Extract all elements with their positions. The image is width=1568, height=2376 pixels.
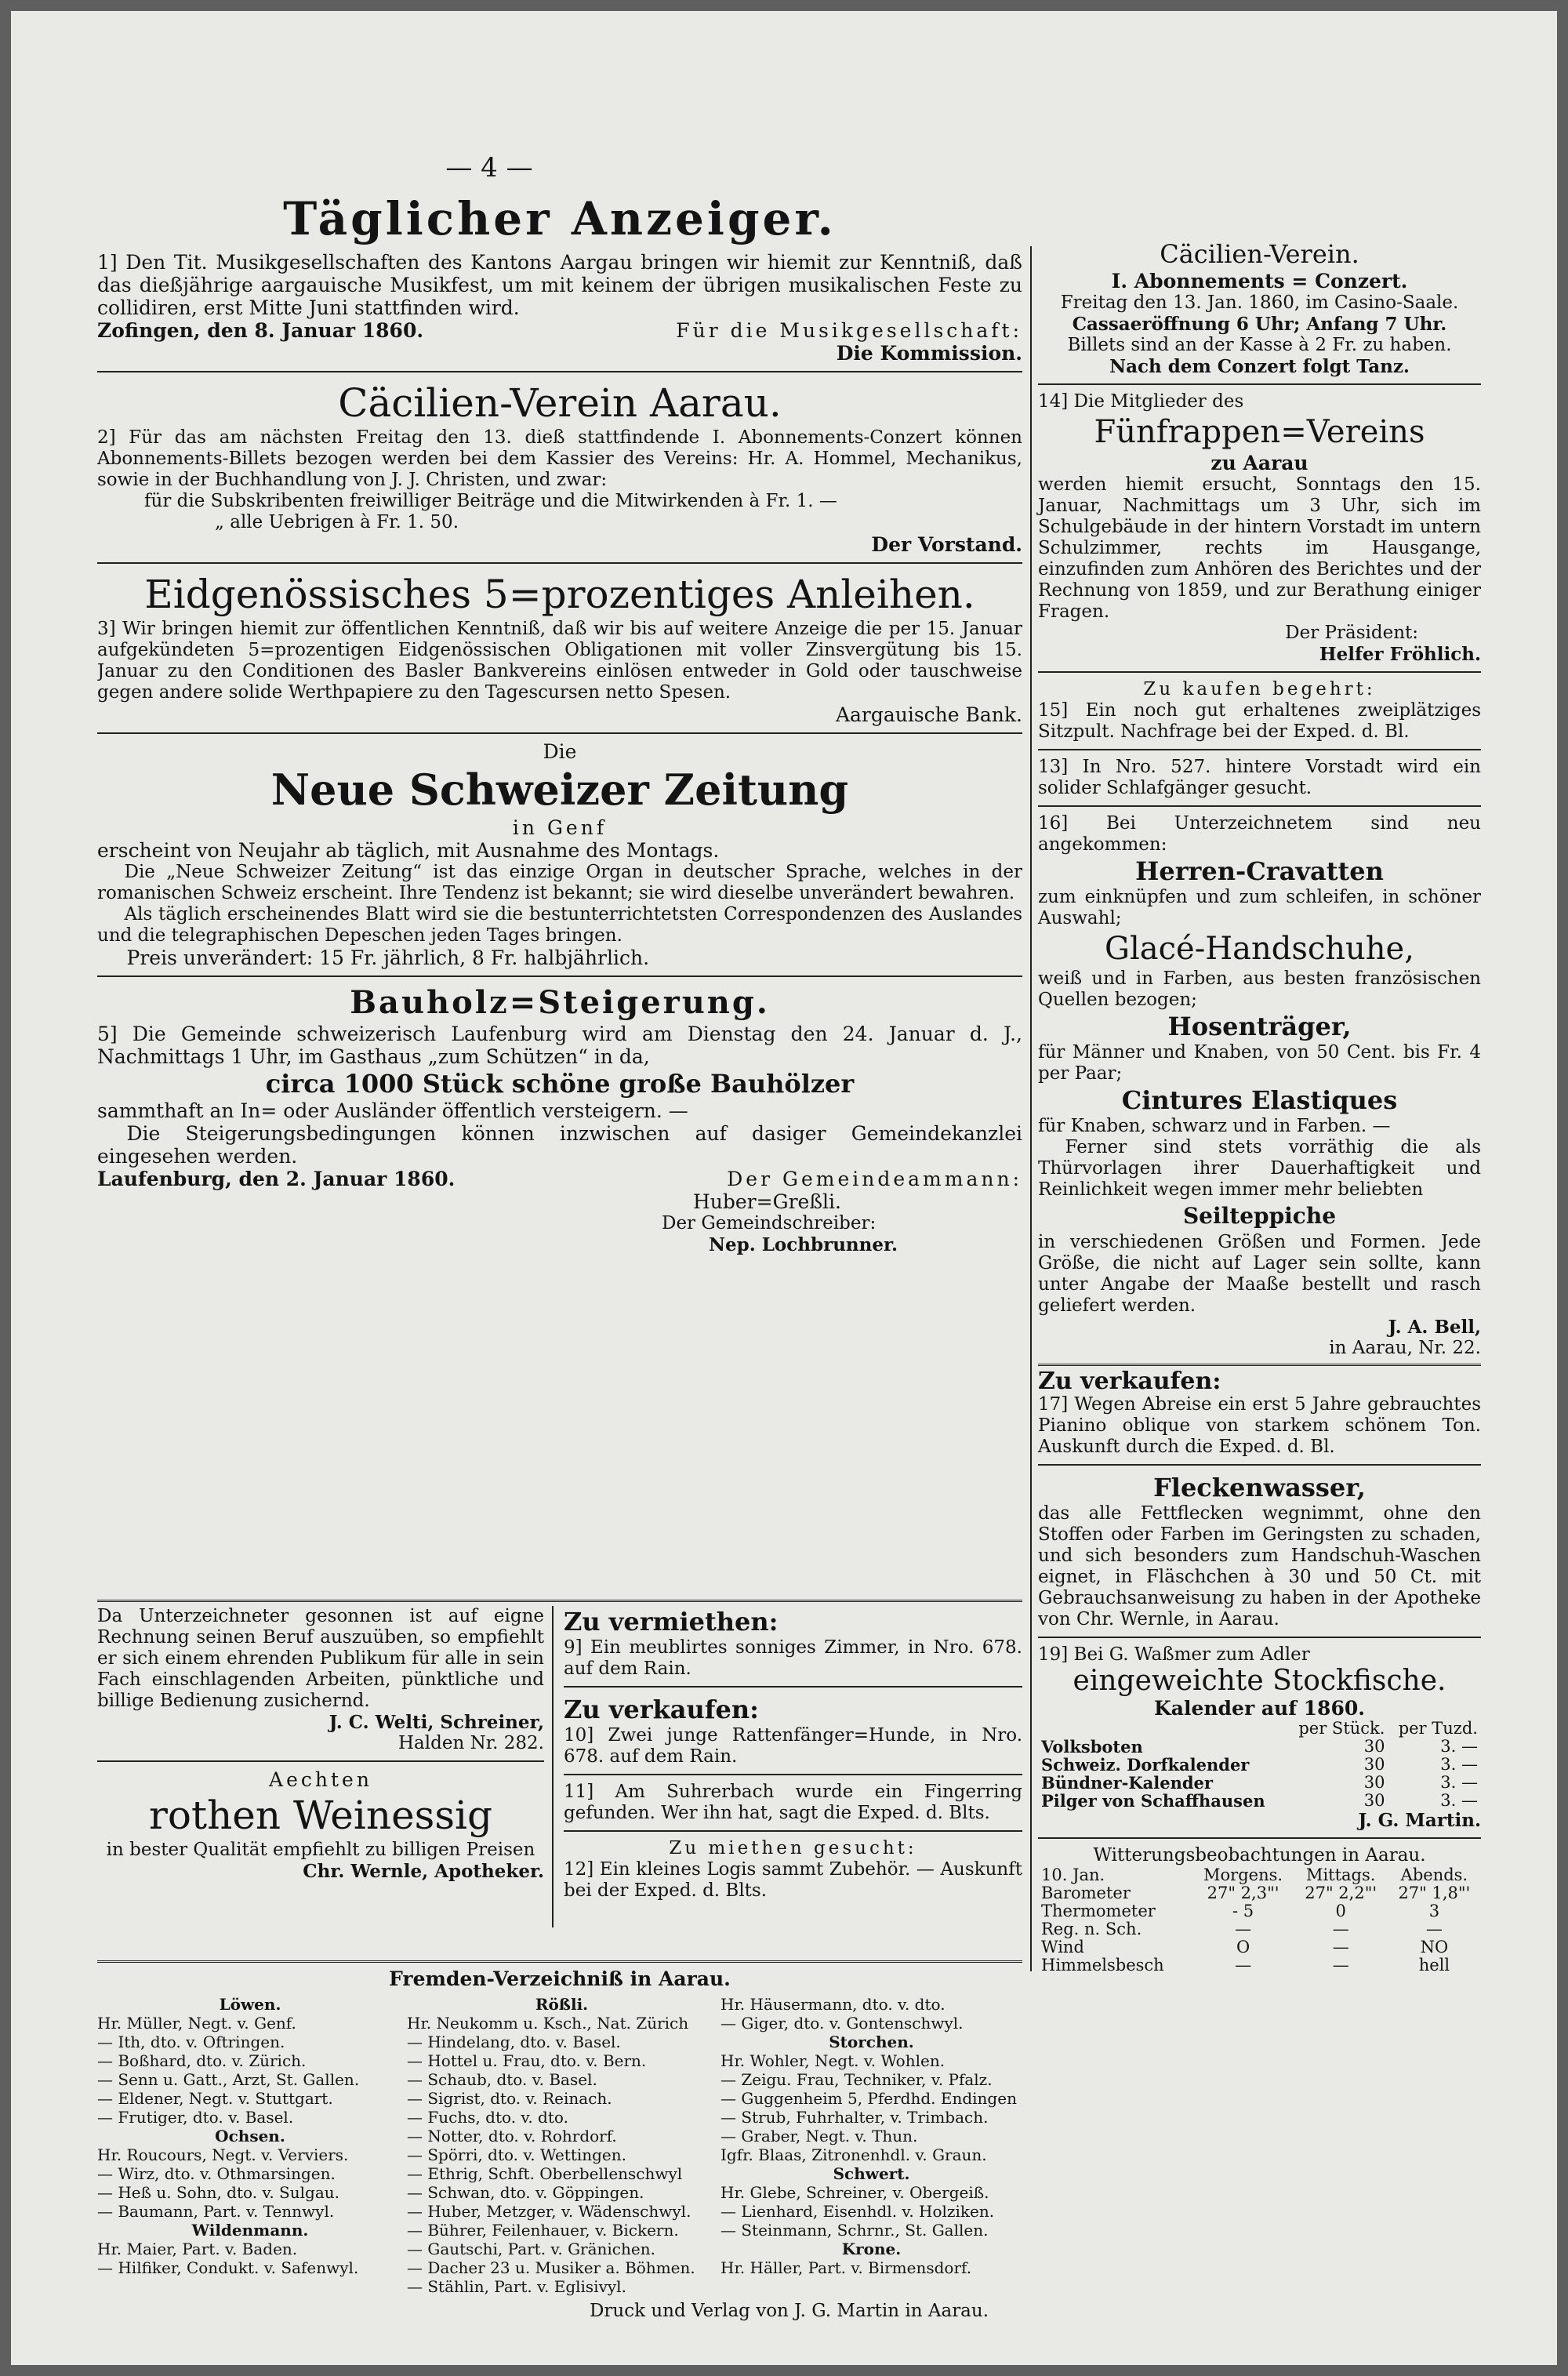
guest-entry: — Huber, Metzger, v. Wädenschwyl. [407, 2202, 691, 2221]
cell: 3 [1428, 1902, 1440, 1920]
ad-text: 2] Für das am nächsten Freitag den 13. dieß stattfindende I. Abonnements-Conzert können Abonnements-Billets bezogen werden bei dem Kassier des Vereins: Hr. A. Hommel, Mechanikus, sowie in der Buchhandlung von J. J. Christen, und zwar: [97, 427, 1022, 490]
ad-address: Halden Nr. 282. [397, 1733, 544, 1753]
cell: - 5 [1232, 1902, 1254, 1920]
ad-piano [1038, 1368, 1481, 1458]
guest-entry: Hr. Maier, Part. v. Baden. [97, 2240, 298, 2258]
cell: — [1235, 1920, 1252, 1938]
cell: Reg. n. Sch. [1041, 1920, 1142, 1938]
guest-entry: Hr. Roucours, Negt. v. Verviers. [97, 2145, 349, 2164]
ad-musikfest [97, 251, 1022, 365]
ad-dance: Nach dem Conzert folgt Tanz. [1109, 356, 1410, 377]
ad-text: für Männer und Knaben, von 50 Cent. bis Fr. 4 per Paar; [1038, 1042, 1481, 1084]
cell: 3. — [1440, 1791, 1478, 1810]
cell: hell [1418, 1956, 1450, 1975]
ad-price: für die Subskribenten freiwilliger Beiträge und die Mitwirkenden à Fr. 1. — [144, 491, 837, 511]
page-content [97, 121, 1481, 2340]
ad-price: Preis unverändert: 15 Fr. jährlich, 8 Fr. halbjährlich. [126, 946, 650, 969]
bottom-ads [97, 1595, 1022, 1956]
ad-text: werden hiemit ersucht, Sonntags den 15. Januar, Nachmittags um 3 Uhr, sich im Schulgebäude in der hintern Vorstadt im untern Schulzimmer, rechts im Hausgange, einzufinden zum Anhören des Berichtes und der Rechnung von 1859, und zur Berathung einiger Fragen. [1038, 474, 1481, 622]
guest-entry: — Schwan, dto. v. Göppingen. [407, 2183, 644, 2202]
ad-text: 17] Wegen Abreise ein erst 5 Jahre gebrauchtes Pianino oblique von starkem schönem Ton. Auskunft durch die Exped. d. Bl. [1038, 1394, 1481, 1457]
guest-entry: — Hottel u. Frau, dto. v. Bern. [407, 2051, 647, 2070]
cell: Volksboten [1041, 1737, 1143, 1757]
guest-entry: — Gautschi, Part. v. Gränichen. [407, 2240, 655, 2258]
guest-entry: Igfr. Blaas, Zitronenhdl. v. Graun. [720, 2145, 987, 2164]
ad-date: Laufenburg, den 2. Januar 1860. [97, 1168, 456, 1190]
ad-heading: eingeweichte Stockfische. [1073, 1665, 1446, 1697]
ad-sub: I. Abonnements = Conzert. [1111, 270, 1408, 292]
ad-address: in Aarau, Nr. 22. [1329, 1338, 1481, 1358]
table-row [1038, 1866, 1481, 1884]
ad-text: 15] Ein noch gut erhaltenes zweiplätziges Sitzpult. Nachfrage bei der Exped. d. Bl. [1038, 700, 1481, 742]
ad-heading: Zu miethen gesucht: [669, 1838, 917, 1858]
guest-entry: Hr. Glebe, Schreiner, v. Obergeiß. [720, 2183, 989, 2202]
guest-list-title: Fremden-Verzeichniß in Aarau. [389, 1967, 731, 1990]
ad-text: Ferner sind stets vorräthig die als Thürvorlagen ihrer Dauerhaftigkeit und Reinlichkeit wegen immer mehr beliebten [1038, 1137, 1481, 1200]
ad-fuenfrappen [1038, 391, 1481, 665]
ad-heading: Cäcilien-Verein. [1160, 239, 1359, 269]
ad-heading: Seilteppiche [1182, 1203, 1337, 1229]
table-header: Mittags. [1305, 1866, 1376, 1884]
ad-heading: Fleckenwasser, [1153, 1473, 1366, 1502]
ad-bauholz [97, 983, 1022, 1255]
ad-text: in verschiedenen Größen und Formen. Jede Größe, die nicht auf Lager sein sollte, kann unter Angabe der Maaße bestellt und rasch geliefert werden. [1038, 1232, 1481, 1316]
ad-signature: J. G. Martin. [1358, 1810, 1481, 1831]
guest-entry: Hr. Wohler, Negt. v. Wohlen. [720, 2051, 946, 2070]
ad-date: Zofingen, den 8. Januar 1860. [97, 319, 424, 342]
guest-column-3 [720, 1995, 1022, 2277]
ad-text: in bester Qualität empfiehlt zu billigen Preisen [106, 1840, 535, 1860]
ad-line: erscheint von Neujahr ab täglich, mit Ausnahme des Montags. [97, 839, 720, 862]
ad-signature: Die Kommission. [836, 342, 1022, 365]
ad-text: 9] Ein meublirtes sonniges Zimmer, in Nro. 678. auf dem Rain. [564, 1637, 1022, 1679]
masthead: Täglicher Anzeiger. [283, 192, 837, 245]
ad-text: Die Steigerungsbedingungen können inzwischen auf dasiger Gemeindekanzlei eingesehen werden. [97, 1122, 1022, 1168]
cell: 27" 2,3"' [1207, 1884, 1279, 1902]
guest-column-2 [407, 1995, 717, 2296]
weather-table [1038, 1866, 1481, 1975]
divider [97, 1960, 1022, 1963]
cell: 3. — [1440, 1773, 1478, 1792]
kalender-table [1038, 1720, 1481, 1810]
table-header: 10. Jan. [1041, 1866, 1105, 1884]
hotel-name: Rößli. [535, 1995, 589, 2014]
main-column [97, 191, 1022, 1838]
divider [1038, 1837, 1481, 1839]
ad-heading: Zu kaufen begehrt: [1143, 679, 1376, 699]
divider [1038, 1364, 1481, 1366]
guest-entry: — Ith, dto. v. Oftringen. [97, 2033, 285, 2051]
cell: 0 [1335, 1902, 1346, 1920]
guest-entry: — Heß u. Sohn, dto. v. Sulgau. [97, 2183, 339, 2202]
cell: O [1236, 1938, 1250, 1956]
guest-entry: Hr. Häusermann, dto. v. dto. [720, 1995, 946, 2014]
ad-neue-zeitung [97, 740, 1022, 969]
ad-text: Als täglich erscheinendes Blatt wird sie die bestunterrichtetsten Correspondenzen des Auslandes und die telegraphischen Depeschen jeden Tages bringen. [97, 904, 1022, 946]
ad-intro: 16] Bei Unterzeichnetem sind neu angekommen: [1038, 813, 1481, 855]
ad-heading: rothen Weinessig [149, 1793, 492, 1838]
guest-entry: Hr. Häller, Part. v. Birmensdorf. [720, 2258, 972, 2277]
ad-heading: Kalender auf 1860. [1154, 1697, 1365, 1720]
guest-entry: — Frutiger, dto. v. Basel. [97, 2108, 294, 2127]
ad-name: Helfer Fröhlich. [1319, 644, 1481, 665]
guest-entry: — Lienhard, Eisenhdl. v. Holziken. [720, 2202, 995, 2221]
ad-kaufen [1038, 679, 1481, 743]
ad-text: 1] Den Tit. Musikgesellschaften des Kantons Aargau bringen wir hiemit zur Kenntniß, daß das dießjährige aargauische Musikfest, um mit keinem der übrigen musikalischen Feste zu collidiren, erst Mitte Juni stattfinden wird. [97, 251, 1022, 319]
ad-doors: Cassaeröffnung 6 Uhr; Anfang 7 Uhr. [1072, 314, 1447, 335]
guest-entry: — Schaub, dto. v. Basel. [407, 2070, 597, 2089]
divider [1038, 383, 1481, 385]
cell: 30 [1363, 1773, 1385, 1792]
divider [1038, 805, 1481, 807]
cell: Wind [1041, 1938, 1084, 1956]
guest-entry: — Strub, Fuhrhalter, v. Trimbach. [720, 2108, 989, 2127]
table-header: per Stück. [1298, 1719, 1385, 1738]
table-row [1038, 1956, 1481, 1975]
cell: — [1332, 1938, 1349, 1956]
ad-text: 11] Am Suhrerbach wurde ein Fingerring gefunden. Wer ihn hat, sagt die Exped. d. Blts. [564, 1782, 1022, 1823]
table-header: Abends. [1400, 1866, 1468, 1884]
ad-role: Der Gemeindeammann: [727, 1168, 1022, 1190]
ad-tickets: Billets sind an der Kasse à 2 Fr. zu haben. [1067, 335, 1452, 355]
ad-bell [1038, 813, 1481, 1359]
table-row [1038, 1756, 1481, 1774]
divider [1038, 749, 1481, 750]
ad-text: Da Unterzeichneter gesonnen ist auf eigne Rechnung seinen Beruf auszuüben, so empfiehlt er sich einem ehrenden Publikum für alle in sein Fach einschlagenden Arbeiten, pünktliche und billige Bedienung zusichernd. [97, 1606, 544, 1711]
ad-signature: Der Vorstand. [871, 533, 1022, 556]
page-number: — 4 — [445, 152, 533, 183]
guest-entry: Hr. Müller, Negt. v. Genf. [97, 2014, 296, 2033]
hotel-name: Schwert. [833, 2164, 910, 2183]
ad-signature: Aargauische Bank. [835, 703, 1022, 726]
ad-heading: Zu verkaufen: [564, 1695, 759, 1724]
ad-intro: 19] Bei G. Waßmer zum Adler [1038, 1644, 1310, 1665]
ad-for: Für die Musikgesellschaft: [676, 319, 1022, 342]
divider [97, 1760, 544, 1762]
guest-entry: — Wirz, dto. v. Othmarsingen. [97, 2164, 336, 2183]
ad-caecilien [97, 379, 1022, 556]
ad-lodger: 13] In Nro. 527. hintere Vorstadt wird ein solider Schlafgänger gesucht. [1038, 757, 1481, 798]
cell: Barometer [1041, 1884, 1131, 1902]
table-row [1038, 1720, 1481, 1738]
cell: NO [1420, 1938, 1449, 1956]
bottom-right [564, 1606, 1022, 1902]
guest-entry: — Giger, dto. v. Gontenschwyl. [720, 2014, 964, 2033]
divider [97, 975, 1022, 977]
cell: Thermometer [1041, 1902, 1156, 1920]
ad-pre: Aechten [269, 1768, 372, 1791]
ad-intro: 14] Die Mitglieder des [1038, 391, 1244, 412]
ad-text: 12] Ein kleines Logis sammt Zubehör. — Auskunft bei der Exped. d. Blts. [564, 1859, 1022, 1901]
table-row [1038, 1938, 1481, 1956]
ad-text: 5] Die Gemeinde schweizerisch Laufenburg wird am Dienstag den 24. Januar d. J., Nachmittags 1 Uhr, im Gasthaus „zum Schützen“ in da, [97, 1023, 1022, 1068]
cell: Schweiz. Dorfkalender [1041, 1755, 1250, 1775]
guest-entry: — Eldener, Negt. v. Stuttgart. [97, 2089, 333, 2108]
hotel-name: Krone. [841, 2240, 902, 2258]
ad-heading: Fünfrappen=Vereins [1094, 414, 1425, 450]
guest-entry: — Ethrig, Schft. Oberbellenschwyl [407, 2164, 683, 2183]
ad-role: Der Gemeindschreiber: [662, 1213, 877, 1233]
divider [97, 732, 1022, 734]
ad-heading: Hosenträger, [1167, 1012, 1352, 1041]
hotel-name: Ochsen. [215, 2127, 285, 2145]
ad-price: „ alle Uebrigen à Fr. 1. 50. [215, 512, 459, 532]
ad-highlight: circa 1000 Stück schöne große Bauhölzer [265, 1069, 855, 1099]
divider [564, 1774, 1022, 1775]
ad-text: weiß und in Farben, aus besten französischen Quellen bezogen; [1038, 968, 1481, 1010]
newspaper-page [11, 11, 1557, 2365]
guest-entry: — Notter, dto. v. Rohrdorf. [407, 2127, 617, 2145]
cell: Bündner-Kalender [1041, 1773, 1213, 1793]
guest-entry: — Zeigu. Frau, Techniker, v. Pfalz. [720, 2070, 993, 2089]
ad-heading: Neue Schweizer Zeitung [270, 765, 849, 815]
divider [564, 1686, 1022, 1688]
divider [1038, 671, 1481, 673]
weather-heading: Witterungsbeobachtungen in Aarau. [1093, 1845, 1426, 1866]
table-row [1038, 1884, 1481, 1902]
cell: 30 [1363, 1791, 1385, 1810]
ad-text: für Knaben, schwarz und in Farben. — [1038, 1116, 1391, 1136]
ad-heading: Cintures Elastiques [1121, 1085, 1398, 1115]
divider [97, 371, 1022, 372]
guest-entry: — Fuchs, dto. v. dto. [407, 2108, 568, 2127]
ad-heading: Herren-Cravatten [1135, 856, 1384, 886]
table-row [1038, 1792, 1481, 1810]
ad-text: 3] Wir bringen hiemit zur öffentlichen Kenntniß, daß wir bis auf weitere Anzeige die per 15. Januar aufgekündeten 5=prozentigen Eidgenössischen Obligationen mit voller Zinsvergütung bis 15. Januar zu den Conditionen des Basler Bankvereins einlösen entweder in Gold oder tauschweise gegen andere solide Werthpapiere zu den Tagescursen netto Spesen. [97, 619, 1022, 703]
ad-place: in Genf [512, 816, 608, 839]
ad-heading: Bauholz=Steigerung. [350, 984, 770, 1021]
divider [1038, 1637, 1481, 1638]
cell: 30 [1363, 1737, 1385, 1756]
table-row [1038, 1920, 1481, 1938]
hotel-name: Storchen. [829, 2033, 914, 2051]
ad-text: sammthaft an In= oder Ausländer öffentlich versteigern. — [97, 1099, 688, 1122]
imprint: Druck und Verlag von J. G. Martin in Aarau. [589, 2301, 989, 2321]
divider [1038, 1464, 1481, 1466]
guest-entry: — Hindelang, dto. v. Basel. [407, 2033, 621, 2051]
cell: — [1332, 1956, 1349, 1975]
guest-entry: — Senn u. Gatt., Arzt, St. Gallen. [97, 2070, 360, 2089]
table-row [1038, 1738, 1481, 1756]
guest-entry: — Graber, Negt. v. Thun. [720, 2127, 918, 2145]
cell: 3. — [1440, 1737, 1478, 1756]
cell: Himmelsbesch [1041, 1956, 1164, 1975]
weather-report [1038, 1845, 1481, 1975]
ad-heading: Eidgenössisches 5=prozentiges Anleihen. [144, 572, 975, 617]
guest-entry: — Sigrist, dto. v. Reinach. [407, 2089, 612, 2108]
guest-entry: — Steinmann, Schrnr., St. Gallen. [720, 2221, 989, 2240]
side-column [1038, 238, 1481, 1975]
guest-column-1 [97, 1995, 403, 2277]
table-header: Morgens. [1203, 1866, 1283, 1884]
ad-place: zu Aarau [1210, 452, 1308, 474]
cell: — [1235, 1956, 1252, 1975]
guest-entry: — Stählin, Part. v. Eglisivyl. [407, 2277, 626, 2296]
ad-name: Huber=Greßli. [693, 1190, 841, 1213]
guest-entry: Hr. Neukomm u. Ksch., Nat. Zürich [407, 2014, 689, 2033]
column-rule [1030, 246, 1032, 1971]
hotel-name: Löwen. [219, 1995, 281, 2014]
ad-signature: Chr. Wernle, Apotheker. [303, 1861, 544, 1882]
guest-entry: — Spörri, dto. v. Wettingen. [407, 2145, 627, 2164]
cell: 27" 1,8"' [1398, 1884, 1471, 1902]
cell: Pilger von Schaffhausen [1041, 1791, 1265, 1811]
ad-pre: Die [543, 740, 577, 763]
table-row [1038, 1902, 1481, 1920]
cell: 30 [1363, 1755, 1385, 1774]
ad-concert [1038, 238, 1481, 377]
table-header: per Tuzd. [1398, 1719, 1478, 1738]
ad-when: Freitag den 13. Jan. 1860, im Casino-Saale. [1060, 292, 1459, 313]
bottom-left [97, 1606, 544, 1882]
cell: 27" 2,2"' [1305, 1884, 1377, 1902]
cell: — [1425, 1920, 1443, 1938]
divider [564, 1830, 1022, 1832]
ad-text: zum einknüpfen und zum schleifen, in schöner Auswahl; [1038, 887, 1481, 928]
ad-signature: J. A. Bell, [1388, 1317, 1481, 1338]
guest-entry: — Boßhard, dto. v. Zürich. [97, 2051, 307, 2070]
ad-name: Nep. Lochbrunner. [709, 1234, 898, 1255]
ad-role: Der Präsident: [1285, 623, 1418, 643]
ad-heading: Cäcilien-Verein Aarau. [338, 380, 782, 426]
guest-entry: — Dacher 23 u. Musiker a. Böhmen. [407, 2258, 695, 2277]
ad-kalender [1038, 1697, 1481, 1831]
guest-list [97, 1956, 1022, 2296]
ad-text: 10] Zwei junge Rattenfänger=Hunde, in Nro. 678. auf dem Rain. [564, 1725, 1022, 1767]
column-rule [552, 1606, 554, 1927]
ad-text: Die „Neue Schweizer Zeitung“ ist das einzige Organ in deutscher Sprache, welches in der romanischen Schweiz erscheint. Ihre Tendenz ist bekannt; sie wird dieselbe unverändert bewahren. [97, 862, 1022, 903]
ad-signature: J. C. Welti, Schreiner, [328, 1712, 544, 1733]
ad-heading: Zu verkaufen: [1038, 1368, 1221, 1395]
ad-text: das alle Fettflecken wegnimmt, ohne den Stoffen oder Farben im Geringsten zu schaden, und sich besonders zum Handschuh-Waschen eignet, in Fläschchen à 30 und 50 Ct. mit Gebrauchsanweisung zu haben in der Apotheke von Chr. Wernle, in Aarau. [1038, 1503, 1481, 1629]
ad-fleckenwasser [1038, 1472, 1481, 1630]
guest-entry: — Bührer, Feilenhauer, v. Bickern. [407, 2221, 679, 2240]
ad-stockfische [1038, 1644, 1481, 1697]
ad-anleihen [97, 570, 1022, 726]
hotel-name: Wildenmann. [191, 2221, 309, 2240]
guest-entry: — Guggenheim 5, Pferdhd. Endingen [720, 2089, 1017, 2108]
guest-entry: — Hilfiker, Condukt. v. Safenwyl. [97, 2258, 359, 2277]
divider [97, 1600, 1022, 1602]
guest-entry: — Baumann, Part. v. Tennwyl. [97, 2202, 335, 2221]
cell: 3. — [1440, 1755, 1478, 1774]
table-row [1038, 1774, 1481, 1792]
cell: — [1332, 1920, 1349, 1938]
ad-heading: Zu vermiethen: [564, 1607, 779, 1637]
ad-heading: Glacé-Handschuhe, [1105, 931, 1414, 967]
divider [97, 562, 1022, 564]
